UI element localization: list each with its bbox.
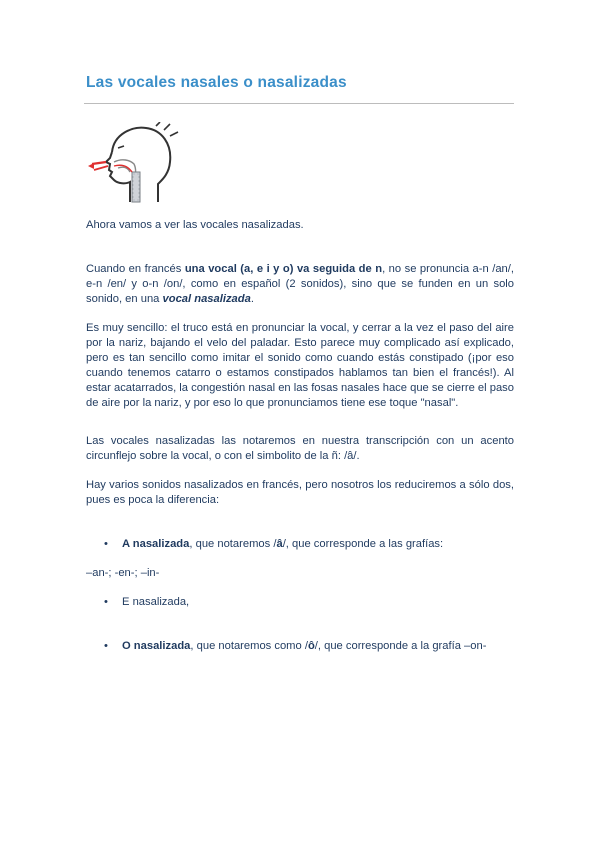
item-label: O nasalizada — [122, 640, 191, 652]
p1-text-e: . — [250, 293, 254, 305]
bullet-dot: • — [104, 538, 108, 550]
p1-bold-term: vocal nasalizada — [162, 293, 251, 305]
item-text: , que notaremos como / — [190, 640, 308, 652]
list-item-text: E nasalizada, — [122, 596, 190, 608]
item-symbol: ô — [307, 640, 315, 652]
item-text-2: /, que corresponde a la grafía –on- — [314, 640, 487, 652]
bullet-dot: • — [104, 596, 108, 608]
item-text-2: /, que corresponde a las grafías: — [282, 538, 444, 550]
p1-text-c: , no se pronuncia a-n /an/, e-n /en/ y o-n /on/, como en español (2 sonidos), sino que se funden en un solo sonido, en una — [86, 263, 514, 305]
paragraph-explanation: Es muy sencillo: el truco está en pronunciar la vocal, y cerrar a la vez el paso del aire por la nariz, bajando el velo del paladar. Esto parece muy complicado así explicado, pero es tan sencillo como imitar el sonido como cuando estás constipado (¡por eso cuando tenemos catarro o estamos constipados hablamos tan bien el francés!). Al estar acatarrados, la congestión nasal en las fosas nasales hace que se cierre el paso de aire por la nariz, y por eso lo que pronunciamos tiene ese toque "nasal". — [86, 322, 514, 409]
title-divider — [84, 103, 514, 104]
list-item-text — [122, 537, 518, 552]
paragraph-nasal-vowel-rule — [86, 262, 514, 307]
bullet-dot: • — [104, 640, 108, 652]
nasal-airflow-head-illustration-icon — [84, 122, 186, 206]
grafias-a-nasalizada: –an-; -en-; –in- — [86, 567, 160, 579]
list-item-text — [122, 639, 518, 654]
item-label: A nasalizada — [122, 538, 190, 550]
page-title: Las vocales nasales o nasalizadas — [86, 74, 347, 91]
p1-bold-rule: una vocal (a, e i y o) va seguida de n — [184, 263, 383, 275]
item-text: , que notaremos / — [189, 538, 277, 550]
item-symbol: â — [276, 538, 283, 550]
intro-text: Ahora vamos a ver las vocales nasalizadas. — [86, 219, 304, 231]
paragraph-reduction: Hay varios sonidos nasalizados en francés, pero nosotros los reduciremos a sólo dos, pues es poca la diferencia: — [86, 479, 514, 506]
p1-text-a: Cuando en francés — [86, 263, 185, 275]
paragraph-notation: Las vocales nasalizadas las notaremos en nuestra transcripción con un acento circunflejo sobre la vocal, o con el simbolito de la ñ: /â/. — [86, 435, 514, 462]
